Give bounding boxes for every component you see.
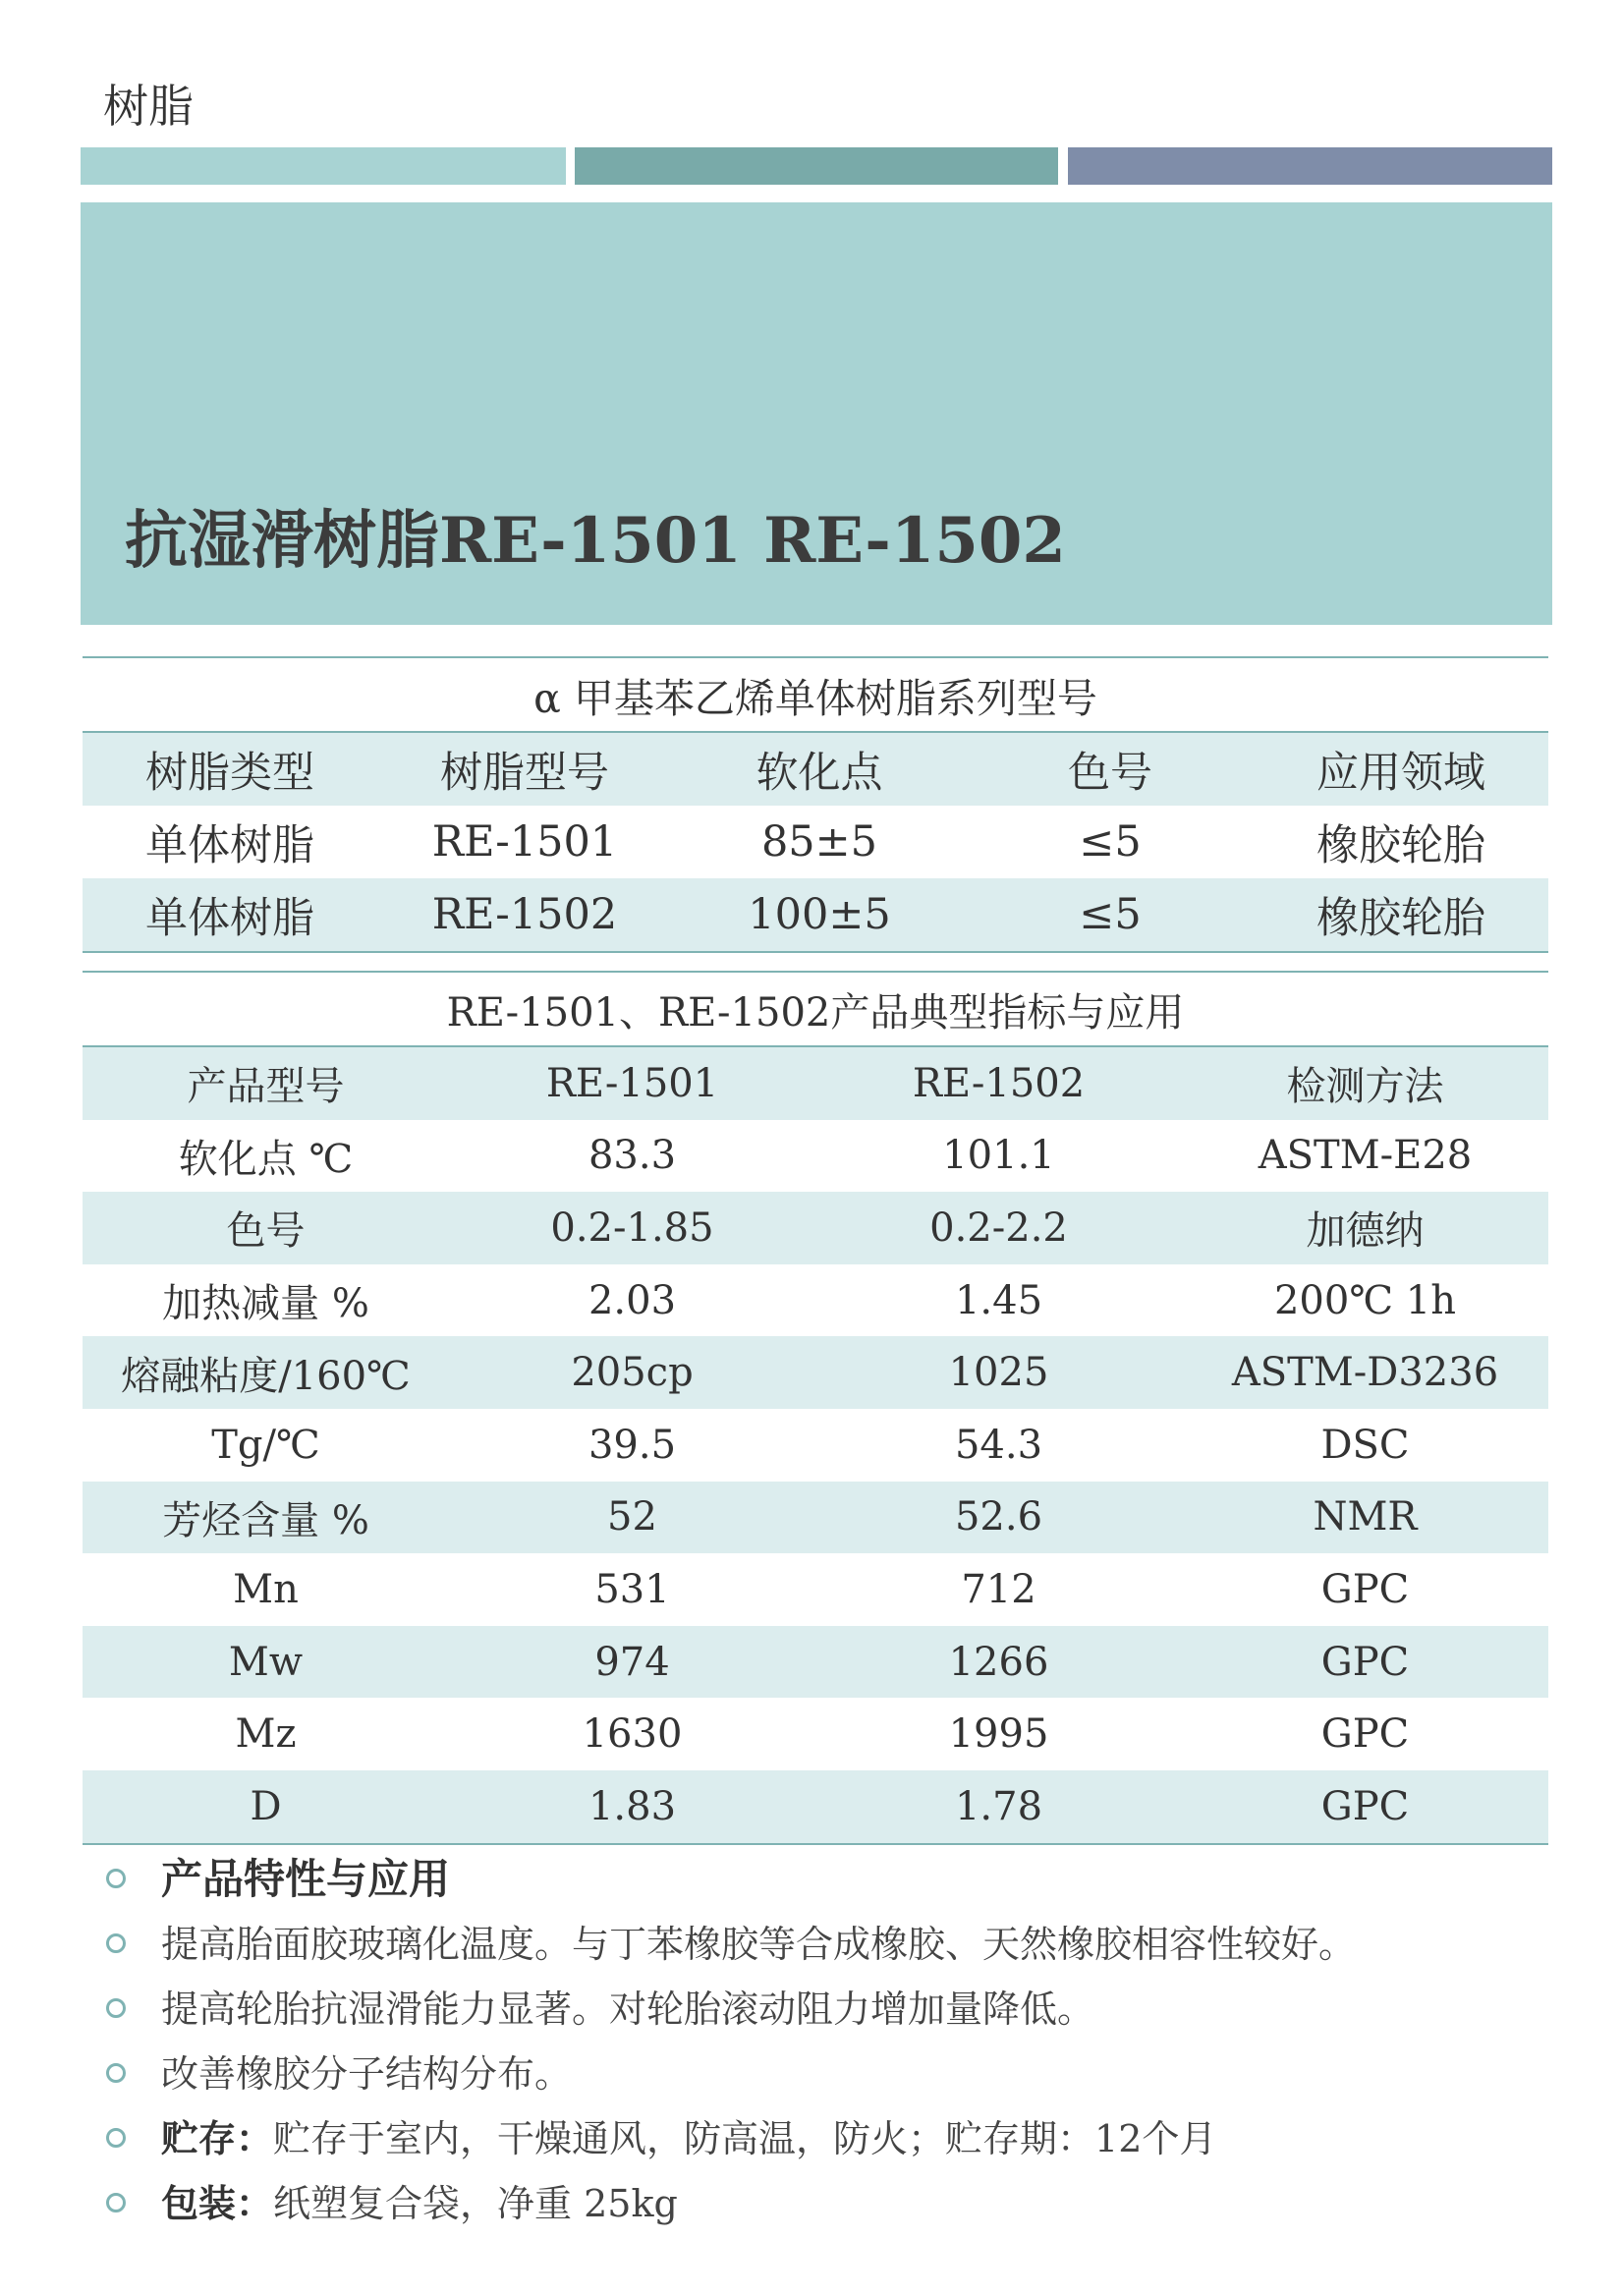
table-row (83, 1264, 1548, 1337)
table-row (83, 1698, 1548, 1770)
table-cell: 芳烃含量 % (83, 1482, 449, 1554)
table-cell: 974 (449, 1626, 815, 1699)
column-header: 产品型号 (83, 1046, 449, 1120)
table-row (83, 806, 1548, 878)
list-item (106, 2042, 1540, 2106)
table-cell: ASTM-D3236 (1182, 1336, 1548, 1409)
table-cell: ASTM-E28 (1258, 1133, 1473, 1179)
table-cell: 1.78 (815, 1770, 1182, 1844)
table-cell: 205cp (449, 1336, 815, 1409)
series-table (83, 656, 1548, 953)
table-row (83, 1336, 1548, 1409)
table-cell: 1630 (582, 1711, 683, 1758)
table-cell: Mz (235, 1711, 297, 1758)
circle-bullet-icon (106, 2128, 126, 2148)
list-item (106, 2171, 1540, 2236)
table-cell: GPC (1182, 1770, 1548, 1844)
table-cell: 200℃ 1h (1273, 1277, 1457, 1323)
table-cell: 色号 (83, 1192, 449, 1264)
column-header: 软化点 (672, 732, 967, 806)
table-cell: Tg/℃ (211, 1422, 320, 1468)
table-cell: 加热减量 % (162, 1281, 369, 1327)
table-cell: 52 (449, 1482, 815, 1554)
column-header: 应用领域 (1254, 732, 1548, 806)
table-cell: NMR (1182, 1482, 1548, 1554)
spec-table-header (83, 1046, 1548, 1120)
table-row (83, 1626, 1548, 1699)
spec-table (83, 971, 1548, 1845)
table-cell: 熔融粘度/160℃ (83, 1336, 449, 1409)
column-header: 色号 (967, 732, 1254, 806)
table-row (83, 1120, 1548, 1193)
list-item (106, 1847, 1540, 1912)
table-cell: 52.6 (815, 1482, 1182, 1554)
table-cell: 100±5 (672, 878, 967, 952)
table-cell: 54.3 (954, 1422, 1043, 1468)
feature-text: 提高轮胎抗湿滑能力显著。对轮胎滚动阻力增加量降低。 (161, 1988, 1095, 2031)
series-table-caption: α 甲基苯乙烯单体树脂系列型号 (83, 657, 1548, 732)
table-cell: GPC (1182, 1626, 1548, 1699)
table-cell: 0.2-1.85 (449, 1192, 815, 1264)
column-header: 树脂型号 (377, 732, 672, 806)
decor-stripe-mid (575, 147, 1058, 185)
table-cell: 1.45 (954, 1277, 1043, 1323)
table-cell: 单体树脂 (83, 878, 377, 952)
circle-bullet-icon (106, 1869, 126, 1888)
list-item (106, 2106, 1540, 2171)
decor-stripe-slate (1068, 147, 1552, 185)
table-row (83, 1409, 1548, 1482)
table-cell: 39.5 (588, 1422, 677, 1468)
circle-bullet-icon (106, 1933, 126, 1953)
features-list (106, 1847, 1540, 2236)
table-cell: 2.03 (588, 1277, 677, 1323)
feature-text: 提高胎面胶玻璃化温度。与丁苯橡胶等合成橡胶、天然橡胶相容性较好。 (161, 1923, 1357, 1966)
table-cell: D (83, 1770, 449, 1844)
table-cell: 单体树脂 (145, 820, 314, 870)
table-cell: 83.3 (588, 1133, 677, 1179)
circle-bullet-icon (106, 2193, 126, 2212)
table-row (83, 1482, 1548, 1554)
features-heading: 产品特性与应用 (161, 1855, 451, 1903)
table-row (83, 1192, 1548, 1264)
series-table-header (83, 732, 1548, 806)
table-cell: ≤5 (1079, 817, 1142, 867)
table-cell: 712 (961, 1566, 1036, 1612)
table-cell: Mw (83, 1626, 449, 1699)
table-cell: 软化点 ℃ (178, 1136, 354, 1182)
circle-bullet-icon (106, 2063, 126, 2083)
list-item (106, 1977, 1540, 2042)
feature-text: 改善橡胶分子结构分布。 (161, 2052, 573, 2096)
table-cell: 加德纳 (1182, 1192, 1548, 1264)
table-cell: ≤5 (967, 878, 1254, 952)
table-cell: 1.83 (449, 1770, 815, 1844)
table-cell: 531 (594, 1566, 670, 1612)
table-cell: GPC (1320, 1711, 1410, 1758)
table-cell: 1266 (815, 1626, 1182, 1699)
table-cell: DSC (1320, 1422, 1410, 1468)
title-banner (81, 202, 1552, 625)
storage-label: 贮存： (161, 2116, 274, 2160)
column-header: RE-1501 (449, 1046, 815, 1120)
table-cell: 0.2-2.2 (815, 1192, 1182, 1264)
packaging-label: 包装： (161, 2181, 274, 2225)
table-row (83, 1770, 1548, 1844)
table-cell: RE-1501 (431, 817, 618, 867)
column-header: 检测方法 (1182, 1046, 1548, 1120)
table-cell: 橡胶轮胎 (1254, 878, 1548, 952)
table-cell: 101.1 (942, 1133, 1055, 1179)
storage-text: 贮存于室内，干燥通风，防高温，防火；贮存期：12个月 (273, 2117, 1217, 2160)
table-row (83, 1553, 1548, 1626)
table-cell: RE-1502 (377, 878, 672, 952)
table-cell: GPC (1320, 1566, 1410, 1612)
circle-bullet-icon (106, 1998, 126, 2018)
table-cell: Mn (233, 1566, 299, 1612)
table-cell: 1995 (948, 1711, 1049, 1758)
list-item (106, 1912, 1540, 1977)
packaging-text: 纸塑复合袋，净重 25kg (273, 2182, 678, 2225)
table-cell: 85±5 (760, 817, 878, 867)
spec-table-caption: RE-1501、RE-1502产品典型指标与应用 (83, 972, 1548, 1046)
category-label: 树脂 (103, 80, 194, 133)
table-cell: 1025 (815, 1336, 1182, 1409)
table-cell: 橡胶轮胎 (1316, 820, 1486, 870)
decor-stripe-light (81, 147, 566, 185)
column-header: RE-1502 (815, 1046, 1182, 1120)
table-row (83, 878, 1548, 952)
column-header: 树脂类型 (83, 732, 377, 806)
page-title: 抗湿滑树脂RE-1501 RE-1502 (125, 504, 1066, 578)
